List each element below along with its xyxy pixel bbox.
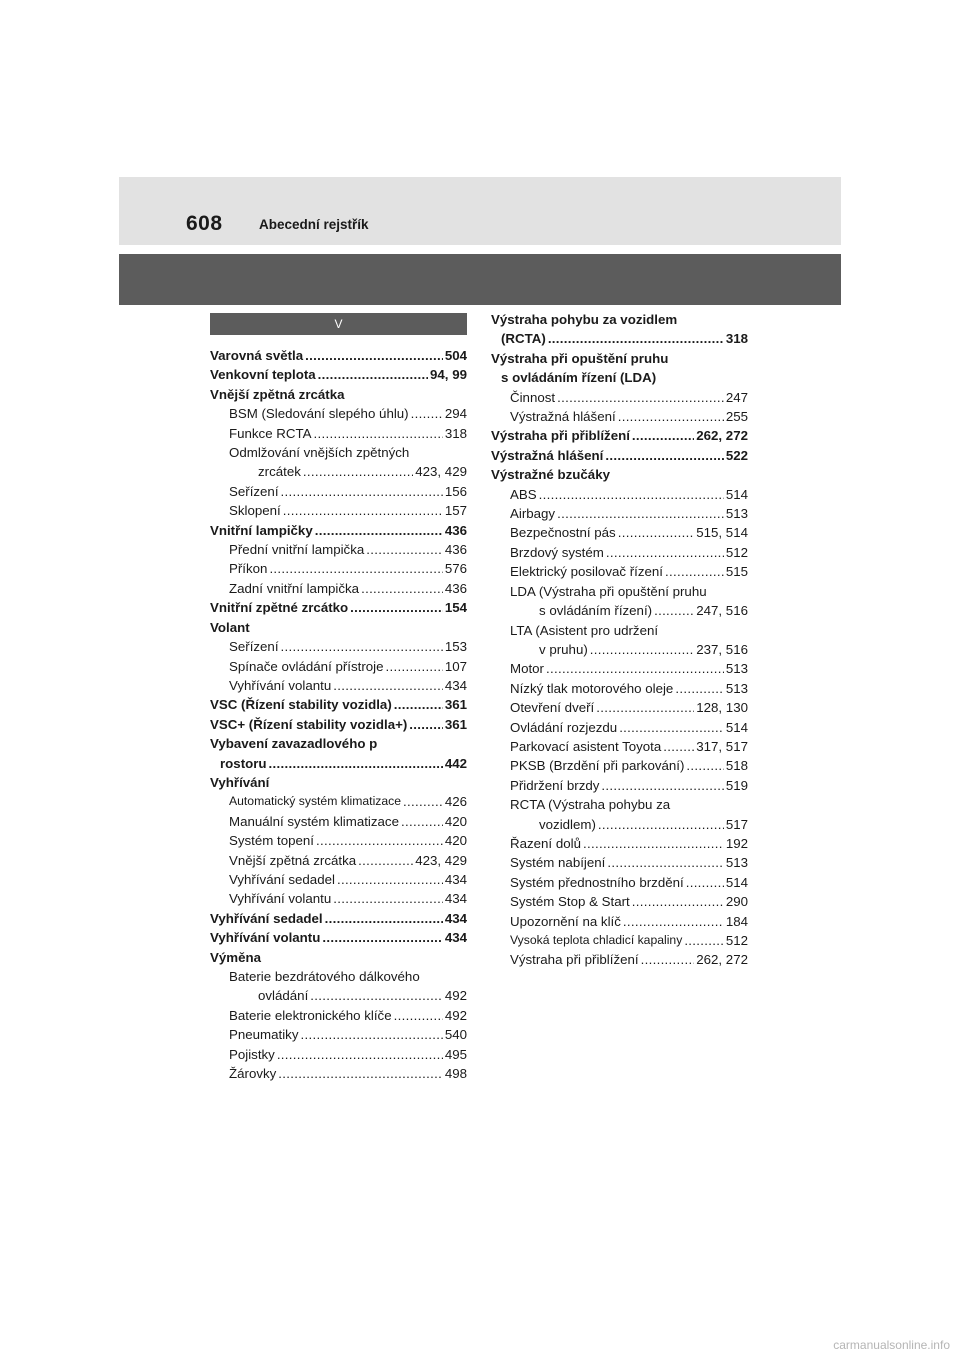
dot-leader <box>598 815 724 834</box>
index-entry-page: 153 <box>444 639 467 655</box>
index-entry-page: 420 <box>444 813 467 829</box>
index-entry-term: Bezpečnostní pás <box>510 525 616 541</box>
index-entry-term: Žárovky <box>229 1066 277 1082</box>
index-entry-term: Sklopení <box>229 503 281 519</box>
index-heading-line: Výstraha pohybu za vozidlem <box>491 312 678 327</box>
index-entry-page: 107 <box>444 658 467 674</box>
dot-leader <box>337 870 443 889</box>
index-entry <box>491 873 748 892</box>
index-heading-line: Výstraha při opuštění pruhu <box>491 350 669 366</box>
index-entry-term: Systém Stop & Start <box>510 894 630 910</box>
index-entry <box>210 559 467 578</box>
index-entry-term: Brzdový systém <box>510 544 604 560</box>
dot-leader <box>663 737 694 756</box>
index-heading-line: Výměna <box>210 949 261 965</box>
index-heading-line: LDA (Výstraha při opuštění pruhu <box>510 583 707 599</box>
dot-leader <box>596 698 694 717</box>
index-entry-term: Venkovní teplota <box>210 367 316 383</box>
dot-leader <box>684 931 724 950</box>
index-entry <box>210 1064 467 1083</box>
dot-leader <box>386 657 443 676</box>
dot-leader <box>350 598 443 617</box>
index-entry-term: Řazení dolů <box>510 835 581 851</box>
index-entry-term: Parkovací asistent Toyota <box>510 738 662 754</box>
index-entry-term: VSC (Řízení stability vozidla) <box>210 697 392 713</box>
index-entry-page: 522 <box>725 447 748 463</box>
dot-leader <box>665 562 724 581</box>
index-entry-term: Elektrický posilovač řízení <box>510 564 663 580</box>
index-entry-term: Vnější zpětná zrcátka <box>229 852 357 868</box>
index-entry-page: 434 <box>444 910 467 926</box>
dot-leader <box>583 834 724 853</box>
index-entry-term: BSM (Sledování slepého úhlu) <box>229 406 409 422</box>
dot-leader <box>539 485 724 504</box>
index-entry <box>491 698 748 717</box>
index-entry <box>210 986 467 1005</box>
dot-leader <box>557 504 724 523</box>
index-entry <box>210 695 467 714</box>
index-entry <box>491 523 748 542</box>
index-entry-term: Funkce RCTA <box>229 425 312 441</box>
index-entry-page: 247, 516 <box>696 603 748 619</box>
chapter-band <box>119 254 841 305</box>
index-entry-page: 237, 516 <box>696 641 748 657</box>
index-entry-term: s ovládáním řízení) <box>539 603 653 619</box>
index-entry-page: 513 <box>725 506 748 522</box>
index-entry-term: Výstraha při přiblížení <box>491 428 630 444</box>
dot-leader <box>546 659 724 678</box>
index-entry <box>210 404 467 423</box>
index-entry <box>210 676 467 695</box>
index-entry-term: Zadní vnitřní lampička <box>229 580 360 596</box>
index-entry-page: 514 <box>725 874 748 890</box>
index-entry <box>491 485 748 504</box>
index-entry-term: Vyhřívání volantu <box>229 891 332 907</box>
index-entry-term: Výstraha při přiblížení <box>510 952 639 968</box>
index-entry <box>491 737 748 756</box>
dot-leader <box>318 365 428 384</box>
index-entry <box>210 870 467 889</box>
dot-leader <box>300 1025 442 1044</box>
dot-leader <box>361 579 443 598</box>
index-entry-page: 423, 429 <box>415 464 467 480</box>
index-entry-term: Vnitřní lampičky <box>210 522 313 538</box>
index-entry <box>210 657 467 676</box>
index-entry <box>491 834 748 853</box>
dot-leader <box>269 754 443 773</box>
index-entry <box>210 521 467 540</box>
index-entry-term: (RCTA) <box>501 331 546 347</box>
index-entry-page: 290 <box>725 894 748 910</box>
index-entry-term: vozidlem) <box>539 816 596 832</box>
dot-leader <box>618 407 724 426</box>
dot-leader <box>601 776 723 795</box>
dot-leader <box>641 950 695 969</box>
index-column-right <box>491 310 748 970</box>
header-band <box>119 177 841 245</box>
index-entry-page: 94, 99 <box>430 367 467 383</box>
index-entry <box>491 659 748 678</box>
index-entry-page: 317, 517 <box>696 738 748 754</box>
index-entry-page: 154 <box>444 600 467 616</box>
index-entry-page: 434 <box>444 677 467 693</box>
index-entry-term: Systém topení <box>229 833 314 849</box>
index-entry <box>210 1025 467 1044</box>
index-entry-page: 423, 429 <box>415 852 467 868</box>
index-entry-page: 519 <box>725 777 748 793</box>
index-entry-page: 515, 514 <box>696 525 748 541</box>
dot-leader <box>403 792 443 811</box>
index-entry <box>210 928 467 947</box>
index-entry-page: 492 <box>444 1007 467 1023</box>
index-entry <box>210 482 467 501</box>
index-entry-term: Seřízení <box>229 639 279 655</box>
index-entry-page: 517 <box>725 816 748 832</box>
index-entry-page: 128, 130 <box>696 700 748 716</box>
index-entry <box>491 388 748 407</box>
index-column-left <box>210 310 467 1083</box>
index-entry-page: 498 <box>444 1066 467 1082</box>
index-entry <box>491 912 748 931</box>
index-entry-page: 262, 272 <box>696 428 748 444</box>
index-entry-page: 361 <box>444 697 467 713</box>
index-entry <box>210 540 467 559</box>
index-entry <box>491 892 748 911</box>
index-heading-line: Vnější zpětná zrcátka <box>210 386 345 402</box>
index-entry <box>491 407 748 426</box>
index-entry-term: Upozornění na klíč <box>510 913 621 929</box>
dot-leader <box>675 679 723 698</box>
dot-leader <box>278 1064 443 1083</box>
index-entry <box>210 346 467 365</box>
index-entry-page: 255 <box>725 409 748 425</box>
index-entry-page: 514 <box>725 719 748 735</box>
index-entry-page: 512 <box>725 933 748 948</box>
dot-leader <box>619 718 724 737</box>
index-entry-page: 513 <box>725 855 748 871</box>
index-entry-page: 436 <box>444 542 467 558</box>
dot-leader <box>618 523 695 542</box>
dot-leader <box>632 892 724 911</box>
index-entry <box>491 543 748 562</box>
dot-leader <box>269 559 442 578</box>
dot-leader <box>358 851 413 870</box>
index-entry-page: 361 <box>444 716 467 732</box>
index-heading-line: Výstražné bzučáky <box>491 467 610 483</box>
dot-leader <box>305 346 443 365</box>
index-entry-term: Vyhřívání volantu <box>210 930 321 946</box>
index-entry <box>491 950 748 969</box>
index-entry-page: 492 <box>444 988 467 1004</box>
index-entry-term: Systém přednostního brzdění <box>510 874 684 890</box>
dot-leader <box>607 853 723 872</box>
index-entry <box>491 601 748 620</box>
index-entry <box>210 462 467 481</box>
index-entry-term: Baterie elektronického klíče <box>229 1007 392 1023</box>
dot-leader <box>310 986 443 1005</box>
dot-leader <box>281 482 443 501</box>
index-entry-term: ABS <box>510 486 537 502</box>
index-entry-page: 318 <box>725 331 748 347</box>
index-entry-term: Vyhřívání volantu <box>229 677 332 693</box>
index-entry <box>491 640 748 659</box>
index-entry <box>210 501 467 520</box>
dot-leader <box>283 501 443 520</box>
index-entry-term: v pruhu) <box>539 641 588 657</box>
dot-leader <box>654 601 694 620</box>
index-heading-line: LTA (Asistent pro udržení <box>510 622 659 638</box>
index-entry-term: Varovná světla <box>210 348 304 363</box>
index-entry-term: Příkon <box>229 561 268 577</box>
index-entry <box>210 715 467 734</box>
index-entry-term: Přední vnitřní lampička <box>229 542 365 558</box>
dot-leader <box>605 446 723 465</box>
index-entry <box>210 637 467 656</box>
index-entry-term: Motor <box>510 661 544 677</box>
index-heading-line: Vyhřívání <box>210 774 270 790</box>
index-entry-page: 434 <box>444 871 467 887</box>
index-entry-term: Ovládání rozjezdu <box>510 719 618 735</box>
index-entry-term: Nízký tlak motorového oleje <box>510 680 674 696</box>
index-entry <box>491 329 748 348</box>
dot-leader <box>366 540 443 559</box>
dot-leader <box>394 1006 443 1025</box>
index-entry-term: Pneumatiky <box>229 1027 299 1043</box>
index-entry-term: zrcátek <box>258 464 301 480</box>
index-entry <box>210 598 467 617</box>
index-entry <box>491 853 748 872</box>
index-entry <box>210 792 467 811</box>
index-entry-page: 426 <box>444 794 467 810</box>
index-entry <box>210 754 467 773</box>
index-entry-term: rostoru <box>220 755 267 771</box>
dot-leader <box>333 889 443 908</box>
dot-leader <box>325 909 443 928</box>
index-entry-term: VSC+ (Řízení stability vozidla+) <box>210 716 408 732</box>
index-entry-term: Výstražná hlášení <box>510 409 616 425</box>
section-title: Abecední rejstřík <box>259 217 369 232</box>
index-entry-page: 192 <box>725 835 748 851</box>
index-entry-term: Airbagy <box>510 506 556 522</box>
index-entry-term: Systém nabíjení <box>510 855 606 871</box>
dot-leader <box>686 873 724 892</box>
index-entry-term: Výstražná hlášení <box>491 447 604 463</box>
index-entry-term: Vyhřívání sedadel <box>210 910 323 926</box>
index-entry <box>491 815 748 834</box>
index-entry <box>491 562 748 581</box>
index-entry-term: Pojistky <box>229 1046 275 1062</box>
index-entry-page: 262, 272 <box>696 952 748 968</box>
dot-leader <box>394 695 443 714</box>
dot-leader <box>411 404 443 423</box>
index-entry <box>491 446 748 465</box>
index-entry-page: 420 <box>444 833 467 849</box>
index-entry-page: 434 <box>444 930 467 946</box>
index-letter-heading: V <box>210 313 467 335</box>
index-entry <box>210 1006 467 1025</box>
index-entry-term: Vnitřní zpětné zrcátko <box>210 600 349 616</box>
index-heading-line: Vybavení zavazadlového p <box>210 736 378 752</box>
dot-leader <box>303 462 413 481</box>
index-entry-page: 576 <box>444 561 467 577</box>
index-entry-term: Automatický systém klimatizace <box>229 794 402 809</box>
index-entry <box>210 889 467 908</box>
index-entry-term: Činnost <box>510 389 556 405</box>
index-entry <box>491 756 748 775</box>
index-entry <box>210 1045 467 1064</box>
index-entry-page: 434 <box>444 891 467 907</box>
index-entry-page: 513 <box>725 661 748 677</box>
index-entry-page: 436 <box>444 580 467 596</box>
index-entry-page: 157 <box>444 503 467 519</box>
index-heading-line: RCTA (Výstraha pohybu za <box>510 797 671 813</box>
index-entry-page: 515 <box>725 564 748 580</box>
index-heading-line: Odmlžování vnějších zpětných <box>229 445 410 461</box>
dot-leader <box>315 521 443 540</box>
dot-leader <box>590 640 694 659</box>
index-heading-line: Baterie bezdrátového dálkového <box>229 969 420 984</box>
index-entry-term: Manuální systém klimatizace <box>229 813 399 829</box>
index-entry-page: 156 <box>444 483 467 499</box>
index-entry-page: 442 <box>444 755 467 771</box>
index-entry-page: 504 <box>444 348 467 363</box>
dot-leader <box>606 543 724 562</box>
index-entry-page: 318 <box>444 425 467 441</box>
index-entry <box>210 812 467 831</box>
index-entry <box>210 579 467 598</box>
index-entry-term: Přidržení brzdy <box>510 777 600 793</box>
dot-leader <box>548 329 724 348</box>
index-entry <box>491 679 748 698</box>
index-entry-page: 247 <box>725 389 748 405</box>
index-entry-term: Vyhřívání sedadel <box>229 871 335 887</box>
index-entry-page: 513 <box>725 680 748 696</box>
index-entries-left <box>210 346 467 1083</box>
index-entry <box>491 718 748 737</box>
dot-leader <box>557 388 724 407</box>
dot-leader <box>686 756 723 775</box>
index-entry-page: 495 <box>444 1046 467 1062</box>
index-entry-page: 294 <box>444 406 467 422</box>
index-entry-page: 512 <box>725 544 748 560</box>
index-heading-line: s ovládáním řízení (LDA) <box>501 370 657 386</box>
index-entry <box>491 931 748 950</box>
index-entries-right <box>491 310 748 970</box>
index-entry <box>210 424 467 443</box>
index-entry <box>210 909 467 928</box>
dot-leader <box>632 426 694 445</box>
dot-leader <box>409 715 443 734</box>
index-entry-page: 518 <box>725 758 748 774</box>
dot-leader <box>401 812 443 831</box>
index-entry <box>210 831 467 850</box>
index-entry-page: 540 <box>444 1027 467 1043</box>
index-entry <box>491 504 748 523</box>
dot-leader <box>333 676 443 695</box>
dot-leader <box>277 1045 443 1064</box>
dot-leader <box>281 637 443 656</box>
dot-leader <box>623 912 724 931</box>
index-entry-term: Spínače ovládání přístroje <box>229 658 384 674</box>
index-entry-term: Otevření dveří <box>510 700 595 716</box>
index-entry-term: PKSB (Brzdění při parkování) <box>510 758 685 774</box>
index-entry-term: Vysoká teplota chladicí kapaliny <box>510 933 683 947</box>
dot-leader <box>316 831 443 850</box>
index-entry-page: 514 <box>725 486 748 502</box>
index-entry-term: ovládání <box>258 988 309 1004</box>
index-entry-page: 184 <box>725 913 748 929</box>
index-entry <box>491 776 748 795</box>
index-entry <box>491 426 748 445</box>
index-entry-page: 436 <box>444 522 467 538</box>
index-entry <box>210 365 467 384</box>
index-entry-term: Seřízení <box>229 483 279 499</box>
dot-leader <box>322 928 442 947</box>
index-entry <box>210 851 467 870</box>
page-number: 608 <box>186 212 223 235</box>
watermark: carmanualsonline.info <box>833 1338 950 1352</box>
dot-leader <box>314 424 443 443</box>
index-heading-line: Volant <box>210 619 250 635</box>
